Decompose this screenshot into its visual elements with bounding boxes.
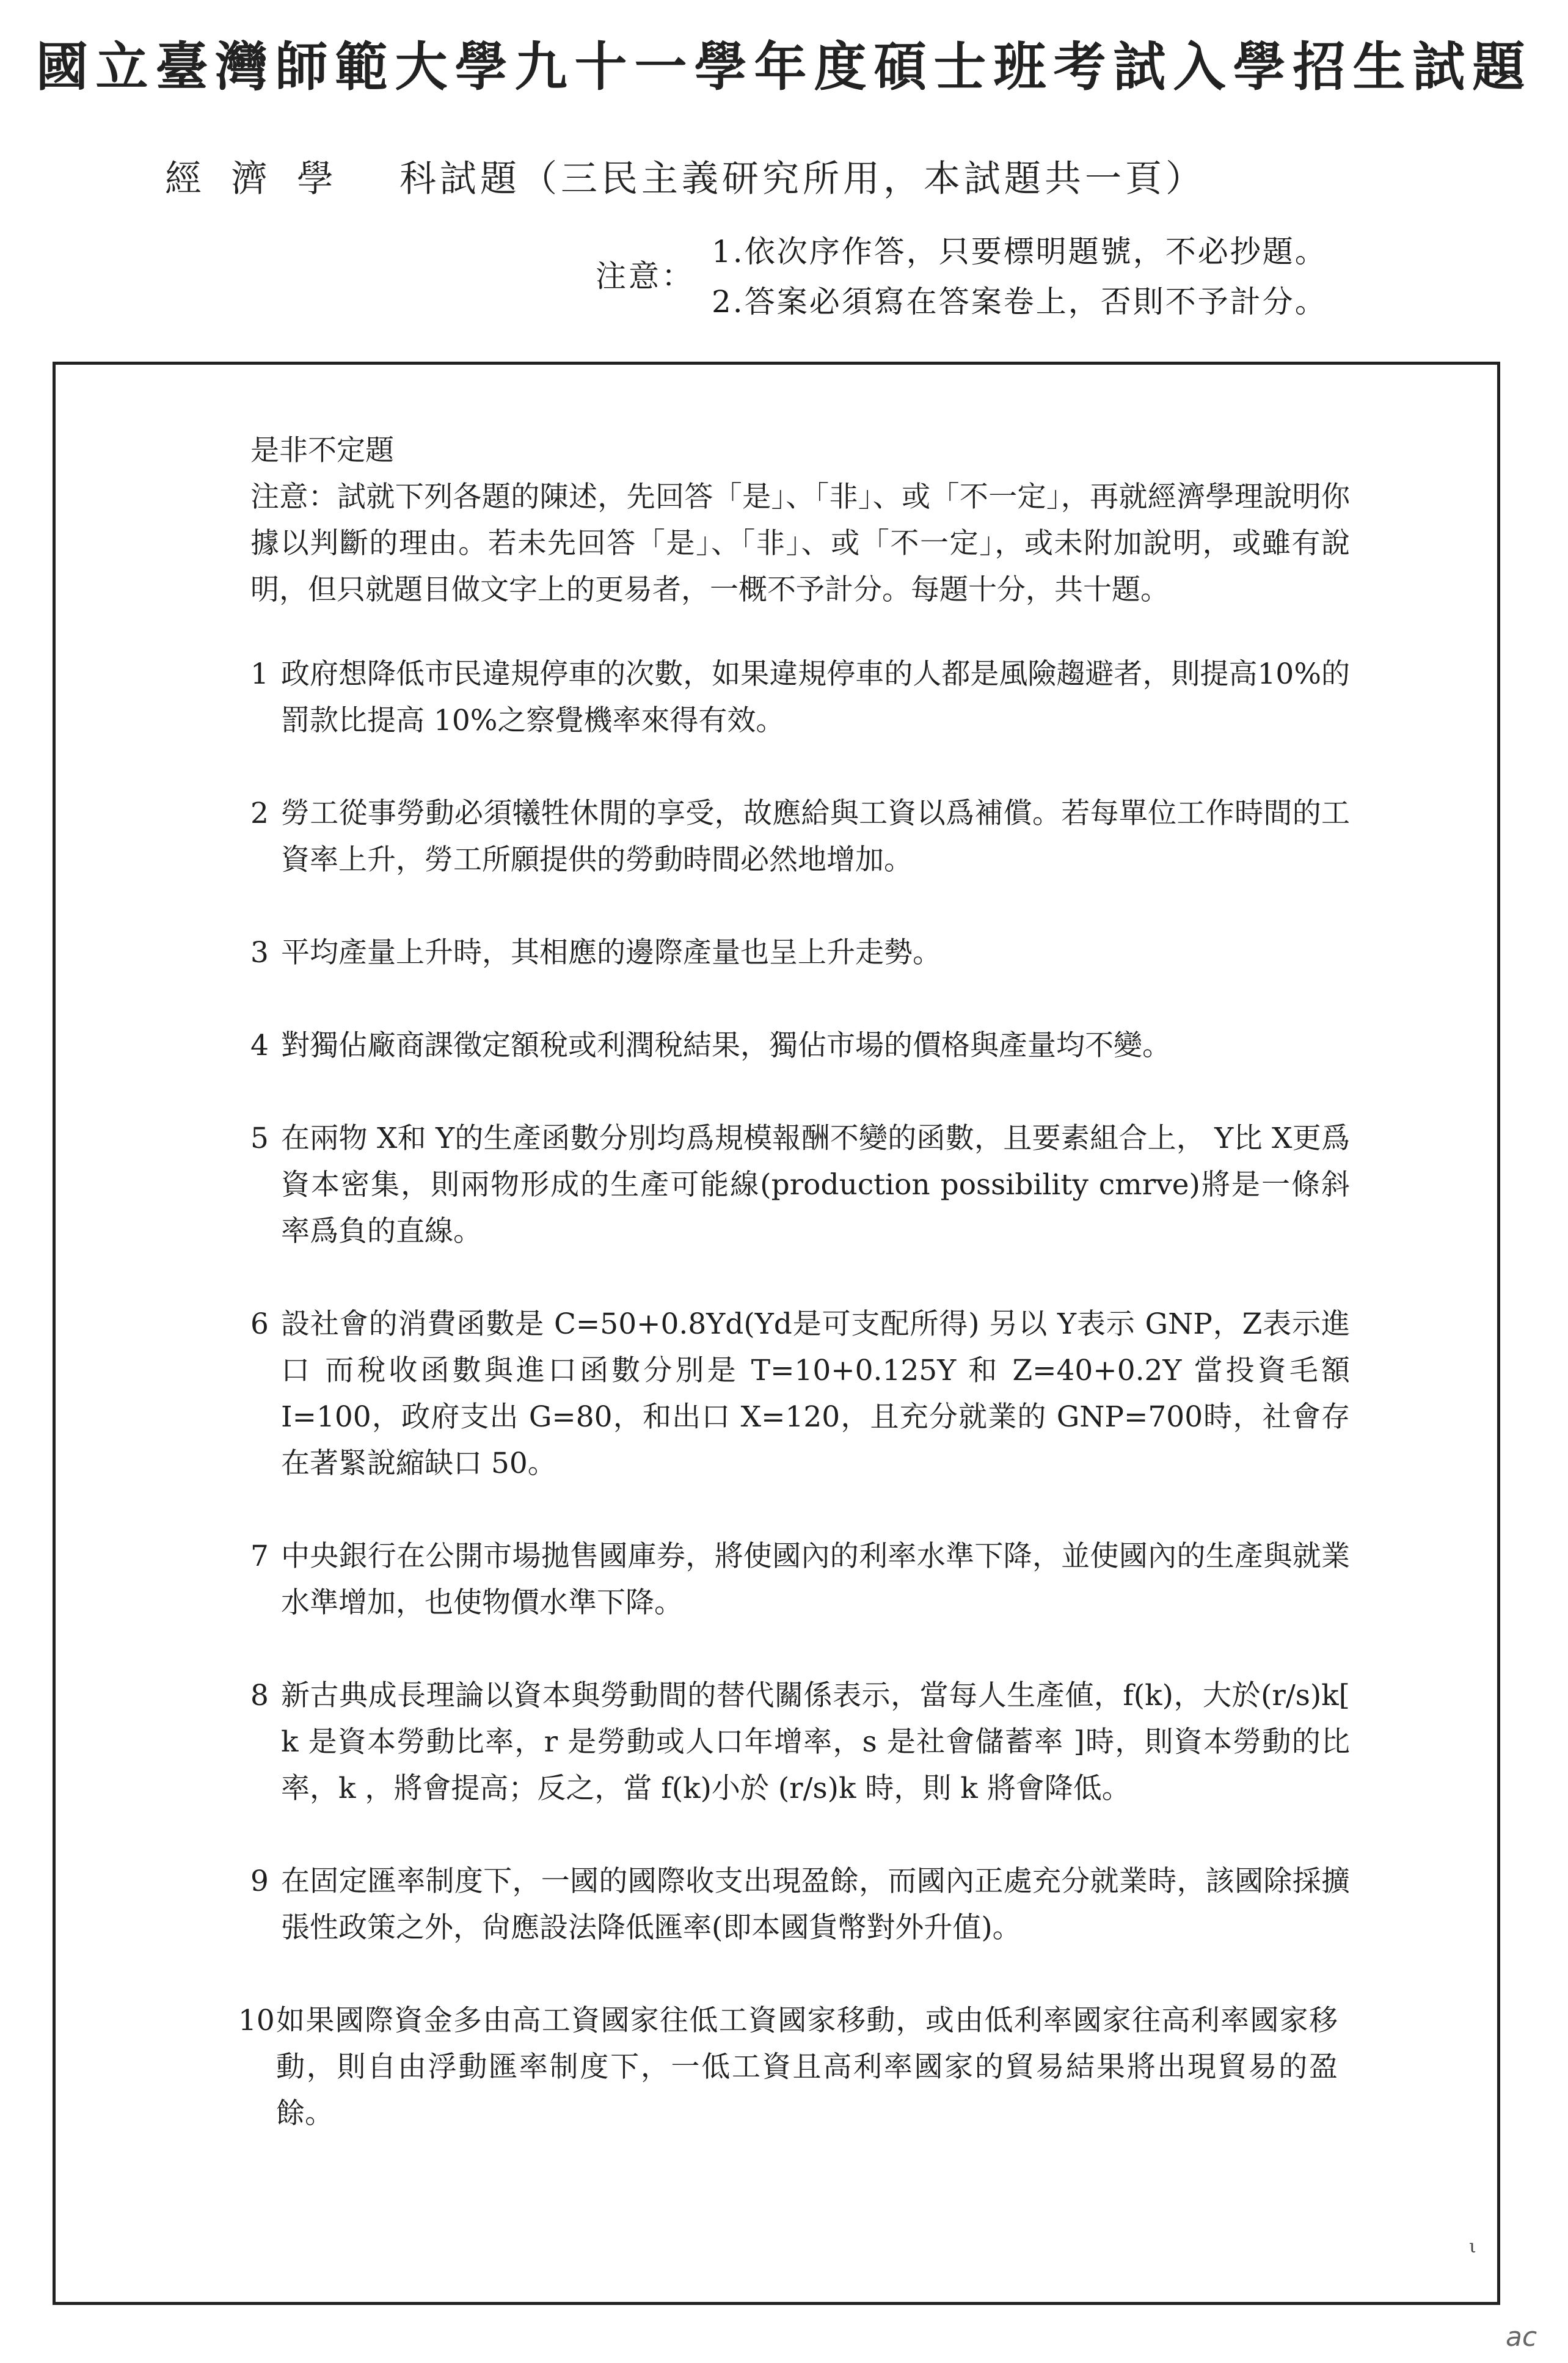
question-number: 4 xyxy=(250,1029,269,1062)
subject-name: 經濟學 xyxy=(165,158,363,200)
section-title: 是非不定題 xyxy=(250,434,394,467)
question-item xyxy=(250,1673,1350,1812)
question-text: 中央銀行在公開市場拋售國庫券，將使國內的利率水準下降，並使國內的生產與就業水準增加，也使物價水準下降。 xyxy=(281,1539,1350,1620)
exam-subtitle xyxy=(165,150,1206,202)
question-item xyxy=(250,1533,1350,1626)
exam-notices xyxy=(596,227,1463,325)
question-number: 1 xyxy=(250,657,269,691)
question-text: 對獨佔廠商課徵定額稅或利潤稅結果，獨佔市場的價格與產量均不變。 xyxy=(281,1029,1171,1062)
question-item xyxy=(250,651,1350,744)
notice-line: 1.依次序作答，只要標明題號，不必抄題。 xyxy=(712,234,1327,269)
question-item xyxy=(250,1023,1350,1069)
question-text: 政府想降低市民違規停車的次數，如果違規停車的人都是風險趨避者，則提高10%的罰款比提高 10%之察覺機率來得有效。 xyxy=(281,657,1350,737)
section-note: 注意：試就下列各題的陳述，先回答「是」、「非」、或「不一定」，再就經濟學理說明你據以判斷的理由。若未先回答「是」、「非」、或「不一定」，或未附加說明，或雖有說明，但只就題目做文字上的更易者，一概不予計分。每題十分，共十題。 xyxy=(250,480,1350,607)
notice-label: 注意： xyxy=(596,258,695,294)
question-number: 3 xyxy=(250,936,269,970)
question-number: 10 xyxy=(238,2004,275,2037)
corner-handwriting: ac xyxy=(1506,2321,1537,2353)
notice-line: 2.答案必須寫在答案卷上，否則不予計分。 xyxy=(712,284,1327,320)
question-text: 在兩物 X和 Y的生產函數分別均爲規模報酬不變的函數，且要素組合上， Y比 X更爲資本密集，則兩物形成的生產可能線(production possibility cmrve)將是一條斜率爲負的直線。 xyxy=(281,1122,1350,1248)
question-text: 新古典成長理論以資本與勞動間的替代關係表示，當每人生產値，f(k)，大於(r/s)k[ k 是資本勞動比率，r 是勞動或人口年增率，s 是社會儲蓄率 ]時，則資本勞動的比率，k ，將會提高；反之，當 f(k)小於 (r/s)k 時，則 k 將會降低。 xyxy=(281,1679,1350,1805)
question-item xyxy=(238,1998,1338,2137)
question-number: 8 xyxy=(250,1679,269,1712)
question-text: 在固定匯率制度下，一國的國際收支出現盈餘，而國內正處充分就業時，該國除採擴張性政策之外，尙應設法降低匯率(即本國貨幣對外升值)。 xyxy=(281,1864,1350,1945)
question-text: 勞工從事勞動必須犧牲休閒的享受，故應給與工資以爲補償。若每單位工作時間的工資率上升，勞工所願提供的勞動時間必然地增加。 xyxy=(281,797,1350,877)
question-number: 9 xyxy=(250,1864,269,1898)
question-item xyxy=(250,930,1350,976)
question-text: 如果國際資金多由高工資國家往低工資國家移動，或由低利率國家往高利率國家移動，則自由浮動匯率制度下，一低工資且高利率國家的貿易結果將出現貿易的盈餘。 xyxy=(276,2004,1338,2130)
question-item xyxy=(250,1858,1350,1951)
frame-mark: ι xyxy=(1469,2236,1476,2257)
question-section xyxy=(238,428,1350,2183)
question-number: 7 xyxy=(250,1539,269,1573)
subtitle-rest: 科試題（三民主義研究所用，本試題共一頁） xyxy=(399,158,1206,200)
question-text: 平均產量上升時，其相應的邊際產量也呈上升走勢。 xyxy=(281,936,941,970)
question-item xyxy=(250,1116,1350,1255)
question-number: 2 xyxy=(250,797,269,830)
question-text: 設社會的消費函數是 C=50+0.8Yd(Yd是可支配所得) 另以 Y表示 GNP，Z表示進口 而稅收函數與進口函數分別是 T=10+0.125Y 和 Z=40+0.2Y 當投資毛額 I=100，政府支出 G=80，和出口 X=120，且充分就業的 GNP=700時，社會存在著緊說縮缺口 50。 xyxy=(281,1307,1350,1480)
question-item xyxy=(250,791,1350,883)
question-item xyxy=(250,1301,1350,1487)
exam-title: 國立臺灣師範大學九十一學年度碩士班考試入學招生試題 xyxy=(35,36,1533,98)
question-number: 6 xyxy=(250,1307,269,1341)
question-number: 5 xyxy=(250,1122,269,1155)
